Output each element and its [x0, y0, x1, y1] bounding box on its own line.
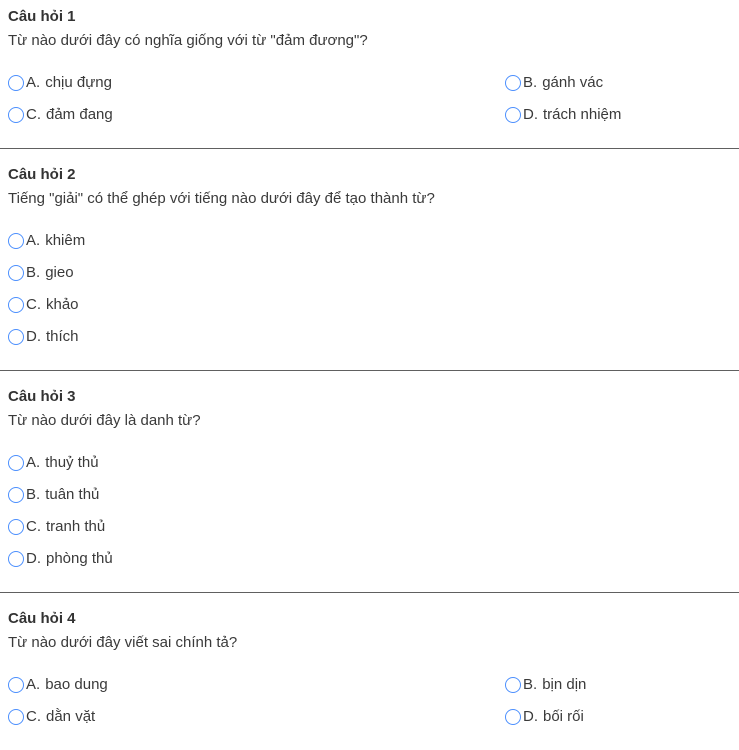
option-2b[interactable] — [8, 264, 731, 282]
option-letter: C. — [26, 708, 41, 725]
option-text: thuỷ thủ — [45, 454, 99, 471]
option-1d[interactable] — [505, 106, 731, 124]
option-text: bối rối — [543, 708, 584, 725]
radio-button[interactable] — [8, 455, 24, 471]
options-group — [8, 74, 731, 124]
option-text: thích — [46, 328, 79, 345]
question-text: Từ nào dưới đây là danh từ? — [8, 412, 201, 429]
option-text: chịu đựng — [45, 74, 112, 91]
option-4c[interactable] — [8, 708, 505, 726]
radio-button[interactable] — [8, 107, 24, 123]
radio-button[interactable] — [505, 75, 521, 91]
option-letter: B. — [523, 676, 538, 693]
radio-button[interactable] — [8, 551, 24, 567]
option-text: tranh thủ — [46, 518, 106, 535]
option-text: gieo — [45, 264, 74, 281]
radio-button[interactable] — [8, 487, 24, 503]
option-text: bịn dịn — [542, 676, 587, 693]
question-block-1 — [0, 0, 739, 148]
option-letter: C. — [26, 518, 41, 535]
radio-button[interactable] — [8, 329, 24, 345]
option-4d[interactable] — [505, 708, 731, 726]
option-2c[interactable] — [8, 296, 731, 314]
question-text: Từ nào dưới đây viết sai chính tả? — [8, 634, 238, 651]
option-text: khiêm — [45, 232, 86, 249]
option-1c[interactable] — [8, 106, 505, 124]
option-letter: C. — [26, 296, 41, 313]
option-text: dằn vặt — [46, 708, 96, 725]
question-title: Câu hỏi 2 — [8, 166, 76, 183]
options-group — [8, 232, 731, 346]
radio-button[interactable] — [8, 677, 24, 693]
option-letter: A. — [26, 74, 41, 91]
option-2a[interactable] — [8, 232, 731, 250]
option-4b[interactable] — [505, 676, 731, 694]
option-letter: A. — [26, 454, 41, 471]
options-group — [8, 454, 731, 568]
option-letter: C. — [26, 106, 41, 123]
option-1a[interactable] — [8, 74, 505, 92]
radio-button[interactable] — [8, 709, 24, 725]
option-3b[interactable] — [8, 486, 731, 504]
question-block-2 — [0, 149, 739, 370]
option-letter: A. — [26, 232, 41, 249]
option-letter: B. — [26, 264, 41, 281]
option-3a[interactable] — [8, 454, 731, 472]
option-3d[interactable] — [8, 550, 731, 568]
option-letter: B. — [26, 486, 41, 503]
radio-button[interactable] — [8, 297, 24, 313]
radio-button[interactable] — [8, 75, 24, 91]
question-text: Tiếng "giải" có thể ghép với tiếng nào dưới đây để tạo thành từ? — [8, 190, 435, 207]
option-1b[interactable] — [505, 74, 731, 92]
question-text: Từ nào dưới đây có nghĩa giống với từ "đảm đương"? — [8, 32, 368, 49]
option-letter: D. — [523, 106, 538, 123]
option-4a[interactable] — [8, 676, 505, 694]
option-text: gánh vác — [542, 74, 604, 91]
radio-button[interactable] — [8, 519, 24, 535]
option-text: phòng thủ — [46, 550, 113, 567]
question-title: Câu hỏi 1 — [8, 8, 76, 25]
option-text: đảm đang — [46, 106, 113, 123]
radio-button[interactable] — [505, 677, 521, 693]
option-text: trách nhiệm — [543, 106, 622, 123]
option-letter: B. — [523, 74, 538, 91]
radio-button[interactable] — [505, 709, 521, 725]
option-letter: D. — [26, 328, 41, 345]
radio-button[interactable] — [8, 233, 24, 249]
option-letter: A. — [26, 676, 41, 693]
question-block-3 — [0, 371, 739, 592]
radio-button[interactable] — [505, 107, 521, 123]
question-title: Câu hỏi 3 — [8, 388, 76, 405]
radio-button[interactable] — [8, 265, 24, 281]
question-block-4 — [0, 593, 739, 750]
option-text: tuân thủ — [45, 486, 100, 503]
option-2d[interactable] — [8, 328, 731, 346]
option-text: khảo — [46, 296, 79, 313]
option-3c[interactable] — [8, 518, 731, 536]
option-letter: D. — [523, 708, 538, 725]
question-title: Câu hỏi 4 — [8, 610, 76, 627]
option-text: bao dung — [45, 676, 108, 693]
option-letter: D. — [26, 550, 41, 567]
options-group — [8, 676, 731, 726]
